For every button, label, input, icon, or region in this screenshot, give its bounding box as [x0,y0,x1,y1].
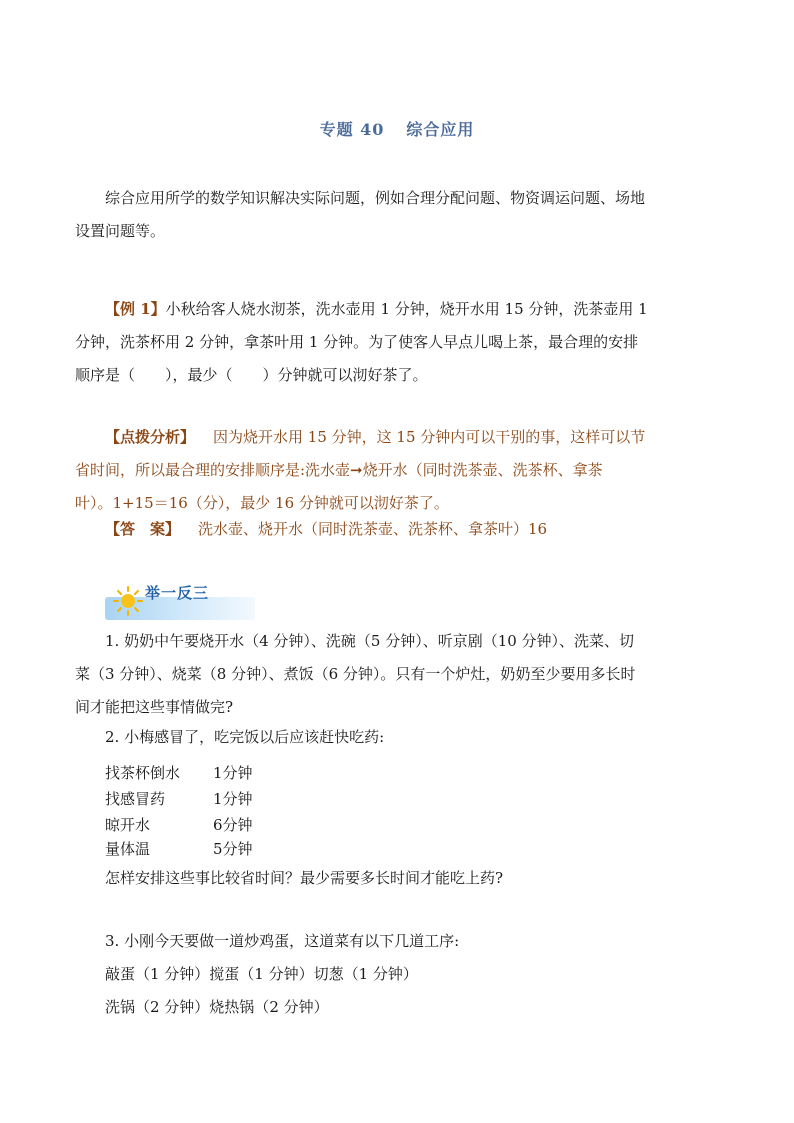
question-3 [105,925,725,1024]
step-row [105,812,253,838]
intro-line: 综合应用所学的数学知识解决实际问题，例如合理分配问题、物资调运问题、场地 [105,189,646,207]
q1-line: 菜（3 分钟）、烧菜（8 分钟）、煮饭（6 分钟）。只有一个炉灶，奶奶至少要用多长时 [75,665,636,683]
step-task: 晾开水 [105,816,151,834]
answer-paragraph [75,513,723,546]
sun-icon [113,586,143,616]
q1-line: 间才能把这些事情做完? [75,698,234,716]
step-row [105,760,253,786]
step-row [105,838,253,860]
page-title [0,117,794,140]
analysis-line: 省时间，所以最合理的安排顺序是:洗水壶➞烧开水（同时洗茶壶、洗茶杯、拿茶 [75,461,603,479]
analysis-paragraph [75,421,723,520]
example-line: 顺序是（ ），最少（ ）分钟就可以沏好茶了。 [75,366,428,384]
analysis-line: 叶）。1+15＝16（分），最少 16 分钟就可以沏好茶了。 [75,494,449,512]
banner-label: 举一反三 [145,584,210,602]
example-paragraph [75,293,723,392]
intro-line: 设置问题等。 [75,222,166,240]
step-row [105,786,253,812]
step-task: 量体温 [105,840,151,858]
q1-line: 1. 奶奶中午要烧开水（4 分钟）、洗碗（5 分钟）、听京剧（10 分钟）、洗菜、切 [105,632,635,650]
topic-name: 综合应用 [406,120,475,139]
step-task: 找感冒药 [105,790,166,808]
step-task: 找茶杯倒水 [105,764,181,782]
step-time: 5分钟 [213,840,253,858]
q3-line: 敲蛋（1 分钟）搅蛋（1 分钟）切葱（1 分钟） [105,965,418,983]
intro-paragraph [75,182,723,248]
section-banner [105,580,255,620]
step-time: 1分钟 [213,790,253,808]
analysis-line: 因为烧开水用 15 分钟，这 15 分钟内可以干别的事，这样可以节 [213,428,646,446]
example-line: 分钟，洗茶杯用 2 分钟，拿茶叶用 1 分钟。为了使客人早点儿喝上茶，最合理的安排 [75,333,639,351]
medicine-steps [105,760,253,860]
q2-line: 2. 小梅感冒了，吃完饭以后应该赶快吃药: [105,728,385,746]
step-time: 6分钟 [213,816,253,834]
q2-question: 怎样安排这些事比较省时间？最少需要多长时间才能吃上药? [105,869,504,887]
q3-line: 洗锅（2 分钟）烧热锅（2 分钟） [105,998,329,1016]
example-line: 小秋给客人烧水沏茶，洗水壶用 1 分钟，烧开水用 15 分钟，洗茶壶用 1 [165,300,648,318]
q3-line: 3. 小刚今天要做一道炒鸡蛋，这道菜有以下几道工序: [105,932,460,950]
step-time: 1分钟 [213,764,253,782]
question-1 [75,625,725,724]
example-tag: 【例 1】 [105,300,166,318]
analysis-tag: 【点拨分析】 [105,428,196,446]
topic-number: 专题 40 [319,120,385,139]
answer-tag: 【答 案】 [105,520,181,538]
question-2-intro [105,721,725,754]
question-2-question [105,862,725,895]
answer-text: 洗水壶、烧开水（同时洗茶壶、洗茶杯、拿茶叶）16 [198,520,548,538]
